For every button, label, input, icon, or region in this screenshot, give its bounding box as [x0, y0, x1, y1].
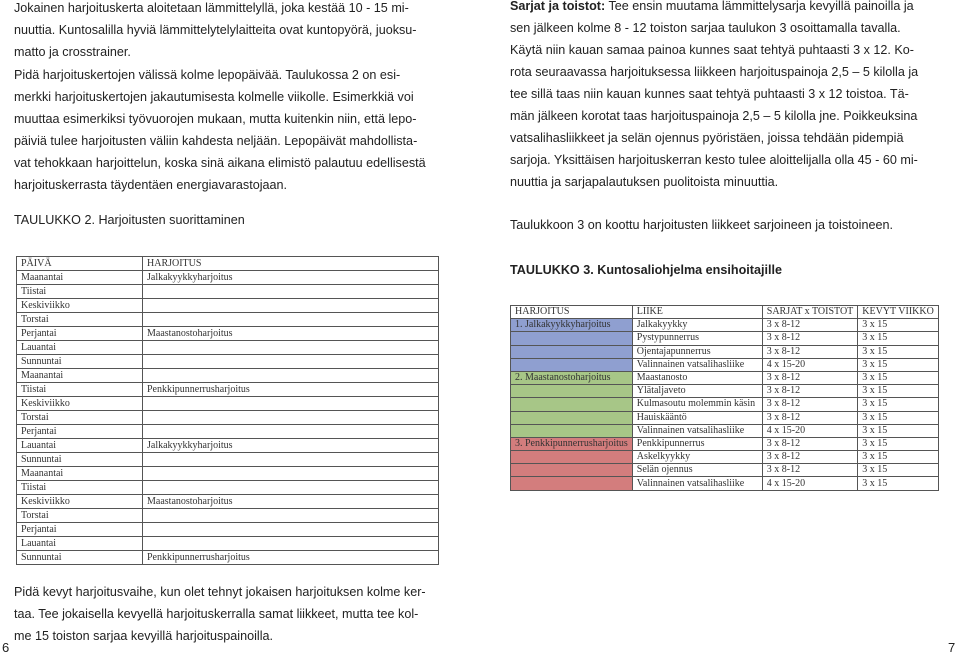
day-cell: Keskiviikko [17, 397, 143, 411]
table-row [511, 451, 939, 464]
table-row [511, 411, 939, 424]
light-week-cell: 3 x 15 [858, 411, 939, 424]
table2-body [17, 257, 439, 565]
exercise-cell: Kulmasoutu molemmin käsin [632, 398, 762, 411]
table-row [17, 453, 439, 467]
table-row [17, 327, 439, 341]
light-week-cell: 3 x 15 [858, 464, 939, 477]
table3-header-cell: HARJOITUS [511, 306, 633, 319]
workout-cell: Maastanostoharjoitus [143, 327, 439, 341]
light-week-cell: 3 x 15 [858, 385, 939, 398]
exercise-cell: Ojentajapunnerrus [632, 345, 762, 358]
sets-reps-paragraph [510, 0, 918, 193]
table-row [17, 509, 439, 523]
program-color-cell [511, 451, 633, 464]
workout-cell [143, 467, 439, 481]
program-color-cell [511, 398, 633, 411]
text-line: merkki harjoituskertojen jakautumisesta kolmelle viikolle. Esimerkkiä voi [14, 90, 414, 104]
table-row [511, 437, 939, 450]
text-line: me 15 toiston sarjaa kevyillä harjoituspainoilla. [14, 629, 274, 643]
day-cell: Sunnuntai [17, 355, 143, 369]
table2-header-row [17, 257, 439, 271]
day-cell: Maanantai [17, 467, 143, 481]
exercise-cell: Jalkakyykky [632, 319, 762, 332]
table3-header-cell: LIIKE [632, 306, 762, 319]
text-line: män jälkeen korotat taas harjoituspainoja 2,5 – 5 kilolla jne. Poikkeuksina [510, 109, 918, 123]
sets-reps-lead: Sarjat ja toistot: [510, 0, 606, 13]
table-row [17, 425, 439, 439]
table-row [511, 332, 939, 345]
workout-cell [143, 481, 439, 495]
program-color-cell [511, 345, 633, 358]
workout-cell: Jalkakyykkyharjoitus [143, 439, 439, 453]
day-cell: Maanantai [17, 369, 143, 383]
workout-cell: Penkkipunnerrusharjoitus [143, 383, 439, 397]
day-cell: Tiistai [17, 285, 143, 299]
text-line [510, 0, 918, 17]
text-line: Pidä kevyt harjoitusvaihe, kun olet tehnyt jokaisen harjoituksen kolme ker- [14, 585, 426, 599]
table-row [511, 398, 939, 411]
sets-reps-cell: 3 x 8-12 [762, 437, 858, 450]
table3-intro: Taulukkoon 3 on koottu harjoitusten liikkeet sarjoineen ja toistoineen. [510, 218, 893, 232]
text-line: sen jälkeen kolme 8 - 12 toiston sarjaa taulukon 3 osoittamalla tavalla. [510, 21, 901, 35]
workout-cell [143, 523, 439, 537]
day-cell: Keskiviikko [17, 299, 143, 313]
table-row [511, 477, 939, 490]
sets-reps-cell: 3 x 8-12 [762, 398, 858, 411]
table-row [17, 439, 439, 453]
program-color-cell [511, 411, 633, 424]
workout-cell [143, 285, 439, 299]
day-cell: Lauantai [17, 537, 143, 551]
table-row [17, 551, 439, 565]
page-number-left: 6 [2, 640, 10, 655]
workout-cell [143, 425, 439, 439]
light-phase-paragraph [14, 581, 426, 647]
table-row [17, 467, 439, 481]
sets-reps-cell: 3 x 8-12 [762, 319, 858, 332]
light-week-cell: 3 x 15 [858, 477, 939, 490]
program-color-cell [511, 358, 633, 371]
light-week-cell: 3 x 15 [858, 398, 939, 411]
table-row [17, 271, 439, 285]
sets-reps-cell: 3 x 8-12 [762, 411, 858, 424]
sets-reps-cell: 3 x 8-12 [762, 332, 858, 345]
table-row [511, 385, 939, 398]
exercise-cell: Maastanosto [632, 371, 762, 384]
text-line: vatsalihasliikkeet ja selän ojennus pyöristäen, joissa tehdään pidempiä [510, 131, 904, 145]
exercise-cell: Askelkyykky [632, 451, 762, 464]
day-cell: Sunnuntai [17, 551, 143, 565]
workout-cell [143, 355, 439, 369]
table-row [17, 537, 439, 551]
day-cell: Sunnuntai [17, 453, 143, 467]
text-line: matto ja crosstrainer. [14, 45, 131, 59]
day-cell: Torstai [17, 313, 143, 327]
program-color-cell [511, 424, 633, 437]
table-row [17, 299, 439, 313]
workout-cell [143, 411, 439, 425]
text-line-rest: Tee ensin muutama lämmittelysarja kevyillä painoilla ja [605, 0, 914, 13]
table-row [17, 355, 439, 369]
exercise-cell: Pystypunnerrus [632, 332, 762, 345]
program-name-cell: 3. Penkkipunnerrusharjoitus [511, 437, 633, 450]
rest-days-paragraph [14, 64, 426, 196]
workout-cell: Jalkakyykkyharjoitus [143, 271, 439, 285]
table3-header-row [511, 306, 939, 319]
table-row [17, 369, 439, 383]
day-cell: Lauantai [17, 341, 143, 355]
day-cell: Tiistai [17, 481, 143, 495]
text-line: Pidä harjoituskertojen välissä kolme lepopäivää. Taulukossa 2 on esi- [14, 68, 401, 82]
sets-reps-cell: 4 x 15-20 [762, 477, 858, 490]
day-cell: Keskiviikko [17, 495, 143, 509]
light-week-cell: 3 x 15 [858, 345, 939, 358]
table-row [17, 481, 439, 495]
day-cell: Torstai [17, 411, 143, 425]
table3-body [511, 306, 939, 491]
exercise-cell: Valinnainen vatsalihasliike [632, 424, 762, 437]
exercise-cell: Penkkipunnerrus [632, 437, 762, 450]
workout-cell [143, 299, 439, 313]
program-color-cell [511, 385, 633, 398]
program-color-cell [511, 477, 633, 490]
light-week-cell: 3 x 15 [858, 371, 939, 384]
table2-header-cell: HARJOITUS [143, 257, 439, 271]
sets-reps-cell: 3 x 8-12 [762, 371, 858, 384]
sets-reps-cell: 3 x 8-12 [762, 451, 858, 464]
table-row [17, 383, 439, 397]
sets-reps-cell: 3 x 8-12 [762, 464, 858, 477]
workout-cell [143, 341, 439, 355]
workout-cell [143, 369, 439, 383]
sets-reps-cell: 3 x 8-12 [762, 385, 858, 398]
exercise-cell: Valinnainen vatsalihasliike [632, 477, 762, 490]
text-line: muuttaa esimerkiksi työvuorojen mukaan, mutta kuitenkin niin, että lepo- [14, 112, 417, 126]
exercise-cell: Valinnainen vatsalihasliike [632, 358, 762, 371]
text-line: harjoituskerrasta täydentäen energiavarastojaan. [14, 178, 288, 192]
light-week-cell: 3 x 15 [858, 319, 939, 332]
table-row [511, 424, 939, 437]
text-line: nuuttia. Kuntosalilla hyviä lämmittelytelylaitteita ovat kuntopyörä, juoksu- [14, 23, 417, 37]
table2-header-cell: PÄIVÄ [17, 257, 143, 271]
text-line: päiviä tulee harjoitusten väliin kahdesta neljään. Lepopäivät mahdollista- [14, 134, 418, 148]
text-line: nuuttia ja sarjapalautuksen puolitoista minuuttia. [510, 175, 779, 189]
page-number-right: 7 [948, 640, 956, 655]
text-line: sarjoja. Yksittäisen harjoituskerran kesto tulee aloittelijalla olla 45 - 60 mi- [510, 153, 918, 167]
table-row [17, 411, 439, 425]
text-line: taa. Tee jokaisella kevyellä harjoituskerralla samat liikkeet, mutta tee kol- [14, 607, 419, 621]
table-row [17, 313, 439, 327]
day-cell: Lauantai [17, 439, 143, 453]
workout-cell [143, 453, 439, 467]
table-row [511, 319, 939, 332]
exercise-cell: Ylätaljaveto [632, 385, 762, 398]
day-cell: Perjantai [17, 425, 143, 439]
table-row [511, 371, 939, 384]
program-name-cell: 2. Maastanostoharjoitus [511, 371, 633, 384]
sets-reps-cell: 4 x 15-20 [762, 358, 858, 371]
exercise-cell: Hauiskääntö [632, 411, 762, 424]
day-cell: Torstai [17, 509, 143, 523]
table-row [17, 523, 439, 537]
table3 [510, 305, 939, 491]
text-line: rota seuraavassa harjoituksessa liikkeen harjoituspainoja 2,5 – 5 kilolla ja [510, 65, 919, 79]
text-line: Käytä niin kauan samaa painoa kunnes saat tehtyä puhtaasti 3 x 12. Ko- [510, 43, 914, 57]
workout-cell [143, 313, 439, 327]
text-line: Jokainen harjoituskerta aloitetaan lämmittelyllä, joka kestää 10 - 15 mi- [14, 1, 409, 15]
table-row [511, 345, 939, 358]
day-cell: Perjantai [17, 327, 143, 341]
light-week-cell: 3 x 15 [858, 437, 939, 450]
day-cell: Maanantai [17, 271, 143, 285]
light-week-cell: 3 x 15 [858, 451, 939, 464]
workout-cell: Maastanostoharjoitus [143, 495, 439, 509]
table3-header-cell: SARJAT x TOISTOT [762, 306, 858, 319]
day-cell: Perjantai [17, 523, 143, 537]
workout-cell [143, 509, 439, 523]
light-week-cell: 3 x 15 [858, 332, 939, 345]
table-row [511, 358, 939, 371]
table-row [17, 495, 439, 509]
workout-cell [143, 397, 439, 411]
table2 [16, 256, 439, 565]
light-week-cell: 3 x 15 [858, 358, 939, 371]
program-color-cell [511, 332, 633, 345]
workout-cell: Penkkipunnerrusharjoitus [143, 551, 439, 565]
day-cell: Tiistai [17, 383, 143, 397]
program-color-cell [511, 464, 633, 477]
workout-cell [143, 537, 439, 551]
text-line: tee sillä taas niin kauan kunnes saat tehtyä puhtaasti 3 x 12 toistoa. Tä- [510, 87, 909, 101]
table2-title: TAULUKKO 2. Harjoitusten suorittaminen [14, 213, 245, 227]
program-name-cell: 1. Jalkakyykkyharjoitus [511, 319, 633, 332]
exercise-cell: Selän ojennus [632, 464, 762, 477]
intro-paragraph [14, 0, 417, 63]
sets-reps-cell: 4 x 15-20 [762, 424, 858, 437]
text-line: vat tehokkaan harjoittelun, koska sinä aikana elimistö palautuu edellisestä [14, 156, 426, 170]
table-row [17, 341, 439, 355]
light-week-cell: 3 x 15 [858, 424, 939, 437]
table3-header-cell: KEVYT VIIKKO [858, 306, 939, 319]
table-row [511, 464, 939, 477]
table-row [17, 397, 439, 411]
table-row [17, 285, 439, 299]
table3-title: TAULUKKO 3. Kuntosaliohjelma ensihoitajille [510, 263, 782, 277]
sets-reps-cell: 3 x 8-12 [762, 345, 858, 358]
